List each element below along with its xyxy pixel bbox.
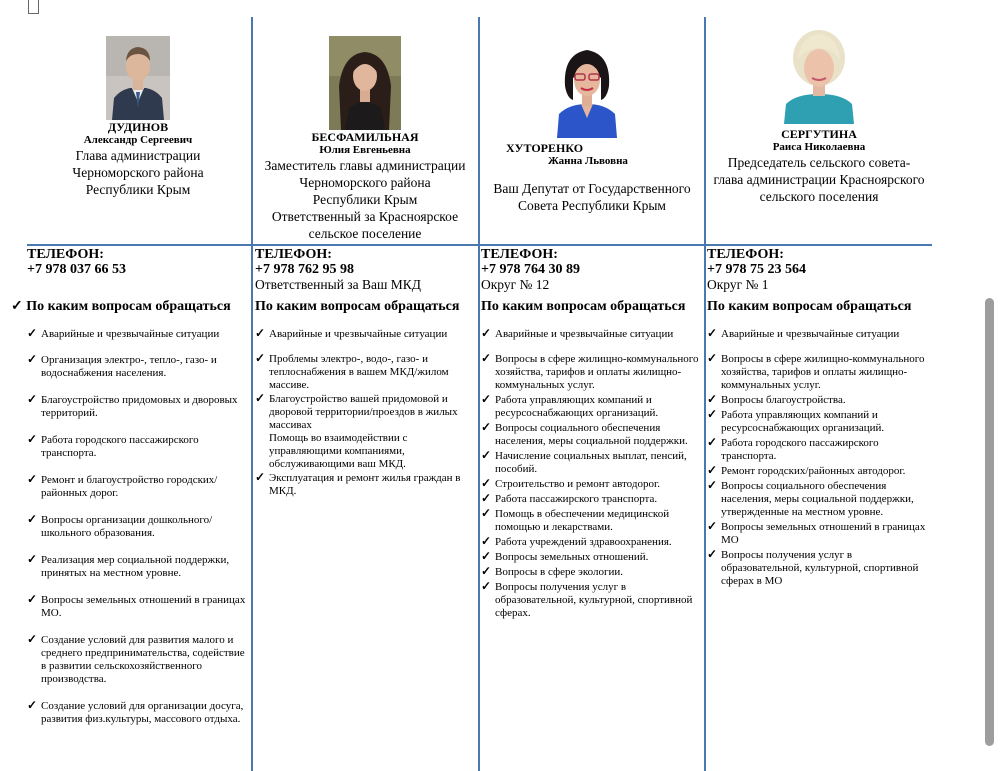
list-item: ✓ Эксплуатация и ремонт жилья граждан в МКД. [255, 470, 461, 497]
column-extra-note [27, 277, 249, 294]
list-item: ✓ Строительство и ремонт автодорог. [481, 476, 660, 490]
list-item: ✓ Вопросы в сфере жилищно-коммунального хозяйства, тарифов и оплаты жилищно-коммунальных услуг. [707, 351, 925, 391]
official-given-name: Раиса Николаевна [772, 141, 866, 153]
official-given-name: Жанна Львовна [548, 155, 628, 167]
checkmark-icon: ✓ [707, 407, 718, 421]
phone-number[interactable]: +7 978 764 30 89 [481, 262, 580, 277]
checkmark-icon: ✓ [707, 547, 718, 561]
checkmark-icon: ✓ [255, 470, 266, 484]
official-header-sergutina [706, 24, 932, 205]
checkmark-icon: ✓ [481, 506, 492, 520]
column-extra-note: Округ № 1 [707, 277, 769, 292]
list-item: ✓ Начисление социальных выплат, пенсий, пособий. [481, 448, 687, 475]
official-given-name: Юлия Евгеньевна [319, 144, 411, 156]
list-item: ✓ Помощь в обеспечении медицинской помощью и лекарствами. [481, 506, 670, 533]
checkmark-icon: ✓ [255, 351, 266, 365]
column-divider [478, 17, 480, 771]
official-role-line: Совета Республики Крым [518, 198, 666, 213]
list-item: ✓ Реализация мер социальной поддержки, принятых на местном уровне. [27, 552, 230, 579]
list-item: ✓ Вопросы получения услуг в образовательной, культурной, спортивной сферах в МО [707, 547, 919, 587]
topics-heading: По каким вопросам обращаться [255, 299, 460, 314]
list-item: ✓ Вопросы в сфере жилищно-коммунального хозяйства, тарифов и оплаты жилищно-коммунальных услуг. [481, 351, 699, 391]
list-item: ✓ Создание условий для организации досуга, развития физ.культуры, массового отдыха. [27, 698, 244, 725]
official-role-line: Черноморского района [72, 165, 204, 180]
official-surname: СЕРГУТИНА [781, 127, 857, 141]
official-role-line: Республики Крым [85, 182, 191, 197]
checkmark-icon: ✓ [27, 632, 38, 646]
checkmark-icon: ✓ [27, 552, 38, 566]
list-item: ✓ Работа городского пассажирского транспорта. [27, 432, 199, 459]
checkmark-icon: ✓ [481, 564, 492, 578]
list-item: ✓ Проблемы электро-, водо-, газо- и теплоснабжения в вашем МКД/жилом массиве. [255, 351, 449, 391]
checkmark-icon: ✓ [255, 326, 266, 340]
topics-list [27, 328, 249, 726]
topics-heading: По каким вопросам обращаться [707, 299, 912, 314]
list-item: ✓ Аварийные и чрезвычайные ситуации [707, 326, 900, 340]
list-item: ✓ Вопросы получения услуг в образовательной, культурной, спортивной сферах. [481, 579, 693, 619]
list-item: ✓ Работа учреждений здравоохранения. [481, 534, 672, 548]
list-item: ✓ Работа городского пассажирского транспорта. [707, 435, 879, 462]
list-item: ✓ Вопросы благоустройства. [707, 392, 846, 406]
vertical-scrollbar[interactable] [985, 298, 994, 746]
phone-label: ТЕЛЕФОН: [255, 247, 332, 262]
checkmark-icon: ✓ [255, 391, 266, 405]
official-given-name: Александр Сергеевич [83, 134, 193, 146]
topics-list [255, 328, 477, 498]
portrait-photo [106, 36, 170, 120]
checkmark-icon: ✓ [707, 519, 718, 533]
checkmark-icon: ✓ [481, 326, 492, 340]
official-role-line: Заместитель главы администрации [264, 158, 466, 173]
phone-number[interactable]: +7 978 762 95 98 [255, 262, 354, 277]
list-item: ✓ Вопросы организации дошкольного/ школьного образования. [27, 512, 213, 539]
phone-label: ТЕЛЕФОН: [27, 247, 104, 262]
column-extra-note: Ответственный за Ваш МКД [255, 277, 421, 292]
official-surname: ДУДИНОВ [107, 120, 169, 134]
checkmark-icon: ✓ [27, 472, 38, 486]
official-header-khutorenko [481, 38, 703, 214]
list-item: ✓ Ремонт и благоустройство городских/ районных дорог. [27, 472, 218, 499]
checkmark-icon: ✓ [481, 392, 492, 406]
header-divider [27, 244, 932, 246]
official-header-besfamilnaya [254, 36, 476, 242]
checkmark-icon: ✓ [707, 463, 718, 477]
portrait-photo [545, 38, 629, 138]
list-item: ✓ Работа пассажирского транспорта. [481, 491, 658, 505]
phone-number[interactable]: +7 978 037 66 53 [27, 262, 126, 277]
checkmark-icon: ✓ [481, 491, 492, 505]
official-role-line: Черноморского района [299, 175, 431, 190]
checkmark-icon: ✓ [27, 698, 38, 712]
checkmark-icon: ✓ [707, 351, 718, 365]
list-item: ✓ Аварийные и чрезвычайные ситуации [255, 326, 448, 340]
corner-checkbox-icon [28, 0, 39, 14]
portrait-photo [329, 36, 401, 130]
list-item: ✓ Благоустройство придомовых и дворовых территорий. [27, 392, 238, 419]
list-item: ✓ Вопросы земельных отношений в границах МО. [27, 592, 246, 619]
phone-number[interactable]: +7 978 75 23 564 [707, 262, 806, 277]
checkmark-icon: ✓ [11, 299, 23, 314]
list-item: ✓ Организация электро-, тепло-, газо- и водоснабжения населения. [27, 352, 217, 379]
list-item: ✓ Вопросы в сфере экологии. [481, 564, 624, 578]
official-surname: ХУТОРЕНКО [506, 141, 584, 155]
list-item: ✓ Работа управляющих компаний и ресурсоснабжающих организаций. [481, 392, 659, 419]
official-role-line: глава администрации Красноярского [713, 172, 925, 187]
list-item: ✓ Аварийные и чрезвычайные ситуации [481, 326, 674, 340]
list-item: ✓ Работа управляющих компаний и ресурсоснабжающих организаций. [707, 407, 885, 434]
topics-list [707, 328, 931, 588]
list-item: ✓ Создание условий для развития малого и среднего предпринимательства, содействие в развитии сельскохозяйственного производства. [27, 632, 245, 685]
list-item: ✓ Ремонт городских/районных автодорог. [707, 463, 906, 477]
phone-label: ТЕЛЕФОН: [481, 247, 558, 262]
official-role-line: Республики Крым [312, 192, 418, 207]
list-item: ✓ Благоустройство вашей придомовой и дворовой территории/проездов в жилых массивах Помощь во взаимодействии с управляющими компаниями, обслуживающими ваш МКД. [255, 391, 458, 470]
checkmark-icon: ✓ [27, 392, 38, 406]
official-role-line: сельского поселения [759, 189, 879, 204]
list-item: ✓ Аварийные и чрезвычайные ситуации [27, 326, 220, 340]
contact-column [11, 247, 249, 726]
checkmark-icon: ✓ [707, 435, 718, 449]
official-surname: БЕСФАМИЛЬНАЯ [311, 130, 419, 144]
official-role-line: сельское поселение [308, 226, 422, 241]
list-item: ✓ Вопросы социального обеспечения населения, меры социальной поддержки. [481, 420, 688, 447]
checkmark-icon: ✓ [707, 326, 718, 340]
checkmark-icon: ✓ [27, 512, 38, 526]
checkmark-icon: ✓ [707, 392, 718, 406]
list-item: ✓ Вопросы социального обеспечения населения, меры социальной поддержки, утвержденные на местном уровне. [707, 478, 914, 518]
checkmark-icon: ✓ [481, 549, 492, 563]
official-role-line: Глава администрации [75, 148, 201, 163]
official-role-line: Ответственный за Красноярское [271, 209, 459, 224]
official-role-line: Ваш Депутат от Государственного [493, 181, 691, 196]
checkmark-icon: ✓ [27, 352, 38, 366]
list-item: ✓ Вопросы земельных отношений. [481, 549, 649, 563]
checkmark-icon: ✓ [481, 476, 492, 490]
checkmark-icon: ✓ [481, 579, 492, 593]
contact-column [481, 247, 703, 620]
topics-heading: ✓ По каким вопросам обращаться [11, 299, 231, 314]
list-item: ✓ Вопросы земельных отношений в границах МО [707, 519, 926, 546]
checkmark-icon: ✓ [481, 420, 492, 434]
official-header-dudinov [28, 36, 248, 198]
checkmark-icon: ✓ [27, 326, 38, 340]
checkmark-icon: ✓ [481, 534, 492, 548]
phone-label: ТЕЛЕФОН: [707, 247, 784, 262]
checkmark-icon: ✓ [27, 592, 38, 606]
checkmark-icon: ✓ [481, 448, 492, 462]
checkmark-icon: ✓ [27, 432, 38, 446]
portrait-photo [780, 24, 858, 124]
column-extra-note: Округ № 12 [481, 277, 550, 292]
contact-column [255, 247, 477, 498]
official-role-line: Председатель сельского совета- [727, 155, 911, 170]
contact-column [707, 247, 931, 588]
checkmark-icon: ✓ [707, 478, 718, 492]
checkmark-icon: ✓ [481, 351, 492, 365]
topics-heading: По каким вопросам обращаться [481, 299, 686, 314]
topics-list [481, 328, 703, 620]
column-divider [251, 17, 253, 771]
